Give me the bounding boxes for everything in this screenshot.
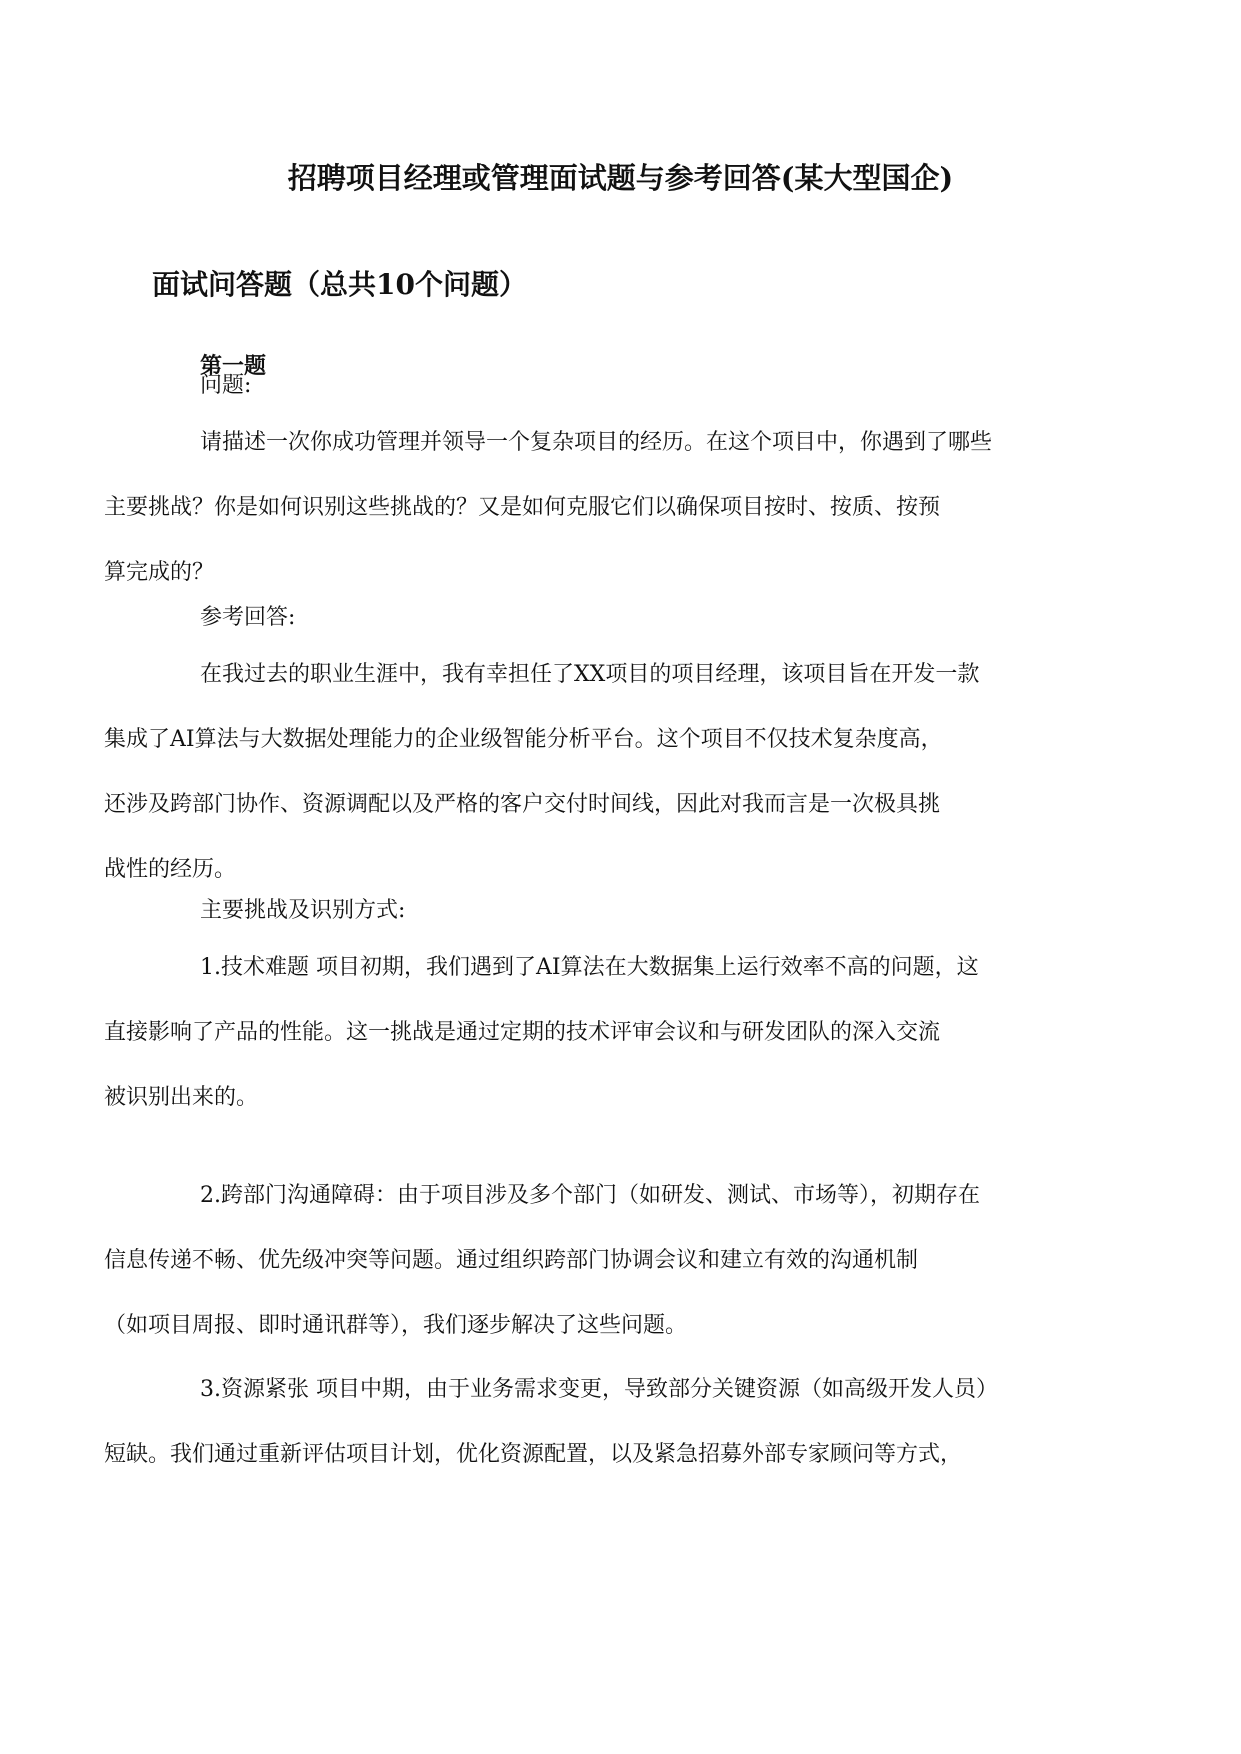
challenge-line: 被识别出来的。 [104,1085,259,1110]
challenges-label: 主要挑战及识别方式: [200,898,406,923]
document-title: 招聘项目经理或管理面试题与参考回答(某大型国企) [287,161,954,195]
section-heading: 面试问答题（总共10个问题） [152,268,527,301]
challenge-line: 直接影响了产品的性能。这一挑战是通过定期的技术评审会议和与研发团队的深入交流 [104,1020,941,1045]
challenge-line: 2.跨部门沟通障碍：由于项目涉及多个部门（如研发、测试、市场等），初期存在 [200,1183,980,1208]
answer-label: 参考回答: [200,605,296,630]
question-text [104,410,1092,605]
question-prompt-label: 问题: [200,373,252,398]
answer-line: 还涉及跨部门协作、资源调配以及严格的客户交付时间线，因此对我而言是一次极具挑 [104,792,941,817]
challenge-line: 1.技术难题 项目初期，我们遇到了AI算法在大数据集上运行效率不高的问题，这 [200,955,979,980]
challenge-line: （如项目周报、即时通讯群等），我们逐步解决了这些问题。 [104,1313,688,1338]
challenge-line: 信息传递不畅、优先级冲突等问题。通过组织跨部门协调会议和建立有效的沟通机制 [104,1248,919,1273]
challenge-line: 短缺。我们通过重新评估项目计划，优化资源配置，以及紧急招募外部专家顾问等方式， [104,1442,963,1467]
answer-line: 集成了AI算法与大数据处理能力的企业级智能分析平台。这个项目不仅技术复杂度高， [104,727,943,752]
question-number-label: 第一题 [200,353,267,379]
answer-intro-paragraph [104,642,1092,902]
challenge-2-paragraph [104,1163,1092,1358]
challenge-line: 3.资源紧张 项目中期，由于业务需求变更，导致部分关键资源（如高级开发人员） [200,1377,998,1402]
question-line: 算完成的？ [104,560,215,585]
answer-line: 战性的经历。 [104,857,237,882]
challenge-3-paragraph [104,1357,1092,1487]
question-line: 主要挑战？你是如何识别这些挑战的？又是如何克服它们以确保项目按时、按质、按预 [104,495,941,520]
answer-line: 在我过去的职业生涯中，我有幸担任了XX项目的项目经理，该项目旨在开发一款 [200,662,980,687]
challenge-1-paragraph [104,935,1092,1130]
question-line: 请描述一次你成功管理并领导一个复杂项目的经历。在这个项目中，你遇到了哪些 [200,430,993,455]
